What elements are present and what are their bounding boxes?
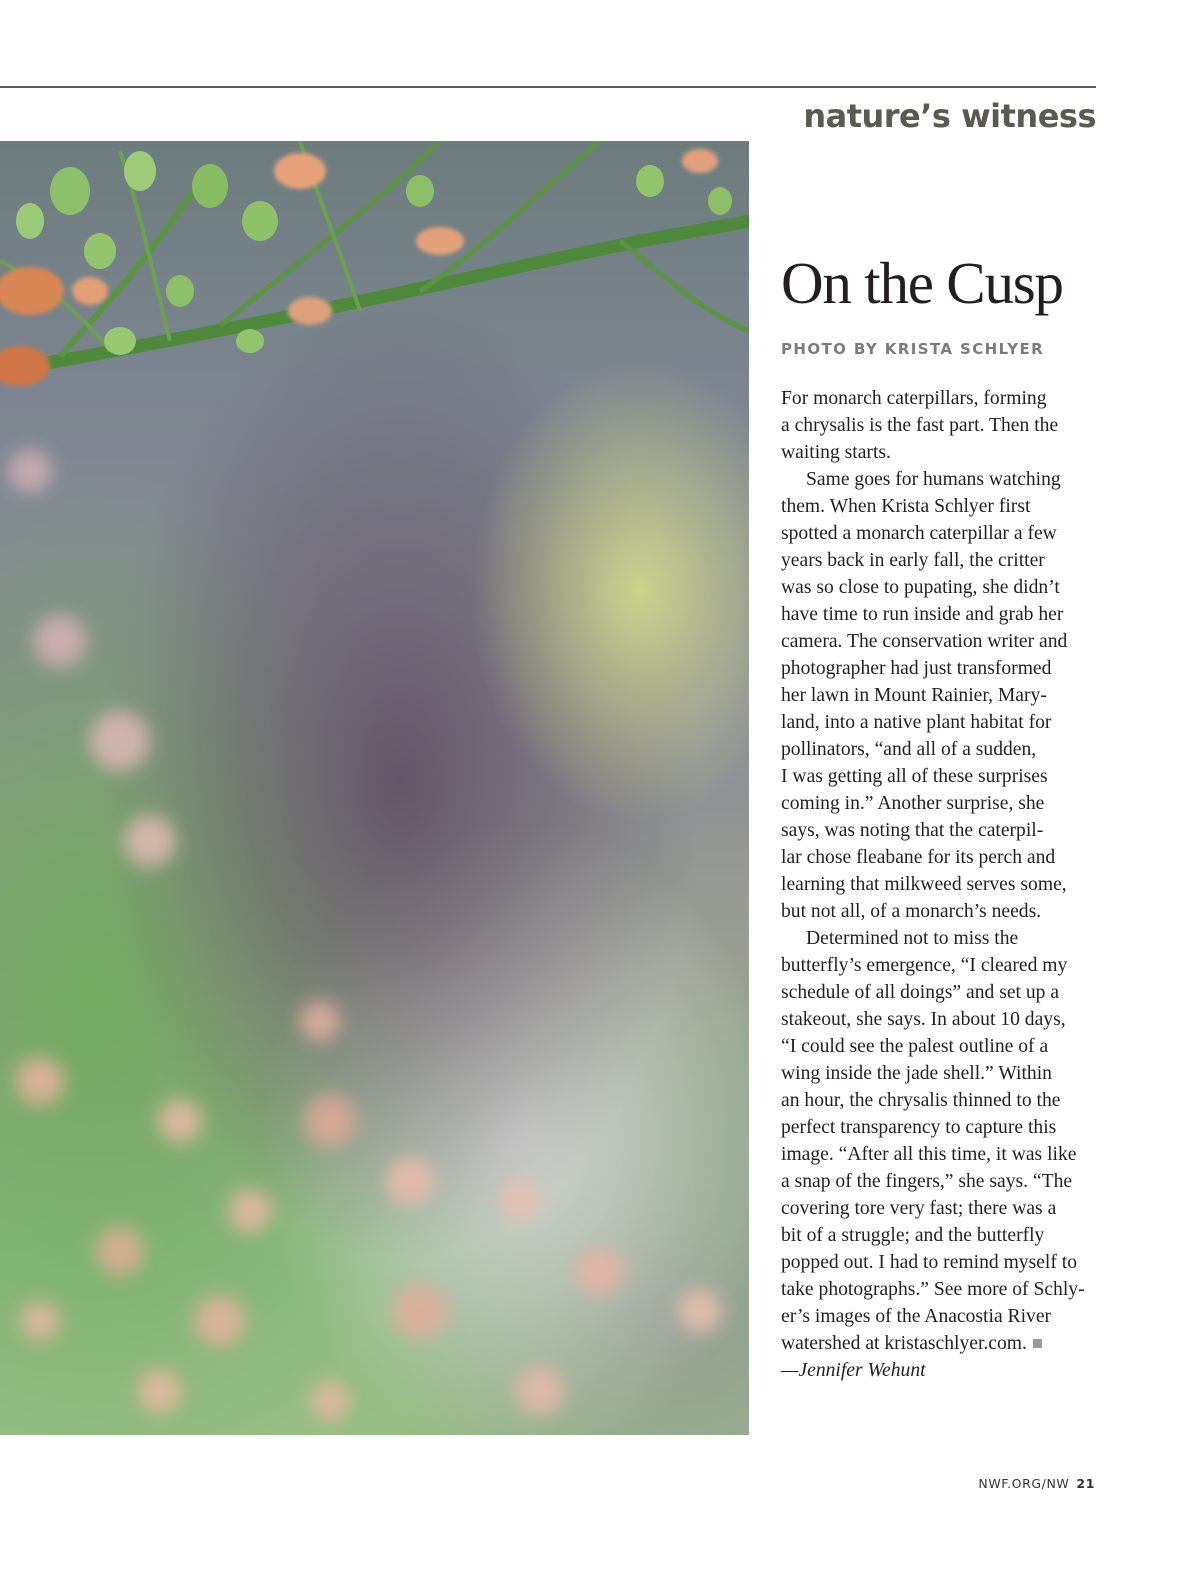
end-mark-icon — [1033, 1339, 1042, 1348]
body-line: have time to run inside and grab her — [781, 604, 1064, 625]
body-line: For monarch caterpillars, forming — [781, 388, 1047, 409]
body-line: “I could see the palest outline of a — [781, 1036, 1049, 1057]
body-line: Determined not to miss the — [806, 928, 1019, 949]
body-line: butterfly’s emergence, “I cleared my — [781, 955, 1068, 976]
header-rule — [0, 86, 1096, 88]
body-line: covering tore very fast; there was a — [781, 1198, 1057, 1219]
body-line: waiting starts. — [781, 442, 891, 463]
body-line: photographer had just transformed — [781, 658, 1052, 679]
body-line: take photographs.” See more of Schly- — [781, 1279, 1085, 1300]
body-line: schedule of all doings” and set up a — [781, 982, 1060, 1003]
body-line: stakeout, she says. In about 10 days, — [781, 1009, 1066, 1030]
final-line-text: watershed at kristaschlyer.com. — [781, 1333, 1027, 1354]
body-line: popped out. I had to remind myself to — [781, 1252, 1078, 1273]
body-line: land, into a native plant habitat for — [781, 712, 1052, 733]
body-line: years back in early fall, the critter — [781, 550, 1045, 571]
body-line: wing inside the jade shell.” Within — [781, 1063, 1052, 1084]
background-blossoms — [8, 449, 722, 1421]
body-line: was so close to pupating, she didn’t — [781, 577, 1060, 598]
body-line: image. “After all this time, it was like — [781, 1144, 1077, 1165]
body-line: her lawn in Mount Rainier, Mary- — [781, 685, 1047, 706]
section-label: nature’s witness — [803, 97, 1096, 135]
byline: —Jennifer Wehunt — [781, 1360, 926, 1381]
body-line: Same goes for humans watching — [806, 469, 1061, 490]
body-line: them. When Krista Schlyer first — [781, 496, 1031, 517]
folio — [978, 1476, 1095, 1491]
body-line: lar chose fleabane for its perch and — [781, 847, 1056, 868]
fleabane-photo-illustration — [0, 141, 749, 1435]
body-line: learning that milkweed serves some, — [781, 874, 1067, 895]
article — [781, 243, 1101, 1384]
photo-credit: PHOTO BY KRISTA SCHLYER — [781, 340, 1045, 358]
body-line: bit of a struggle; and the butterfly — [781, 1225, 1045, 1246]
body-line: but not all, of a monarch’s needs. — [781, 901, 1042, 922]
body-line: er’s images of the Anacostia River — [781, 1306, 1052, 1327]
body-line: camera. The conservation writer and — [781, 631, 1068, 652]
body-line: I was getting all of these surprises — [781, 766, 1048, 787]
page-number: 21 — [1076, 1476, 1095, 1491]
body-line: coming in.” Another surprise, she — [781, 793, 1045, 814]
body-line: perfect transparency to capture this — [781, 1117, 1057, 1138]
article-photo — [0, 141, 749, 1435]
body-line: a snap of the fingers,” she says. “The — [781, 1171, 1073, 1192]
article-title: On the Cusp — [781, 250, 1063, 316]
folio-site: NWF.ORG/NW — [978, 1476, 1070, 1491]
body-line: says, was noting that the caterpil- — [781, 820, 1044, 841]
body-line: pollinators, “and all of a sudden, — [781, 739, 1037, 760]
body-line: a chrysalis is the fast part. Then the — [781, 415, 1059, 436]
body-line-final — [781, 1330, 1101, 1357]
green-buds — [16, 151, 732, 355]
body-line: spotted a monarch caterpillar a few — [781, 523, 1057, 544]
article-body — [781, 385, 1101, 1384]
body-line: an hour, the chrysalis thinned to the — [781, 1090, 1061, 1111]
